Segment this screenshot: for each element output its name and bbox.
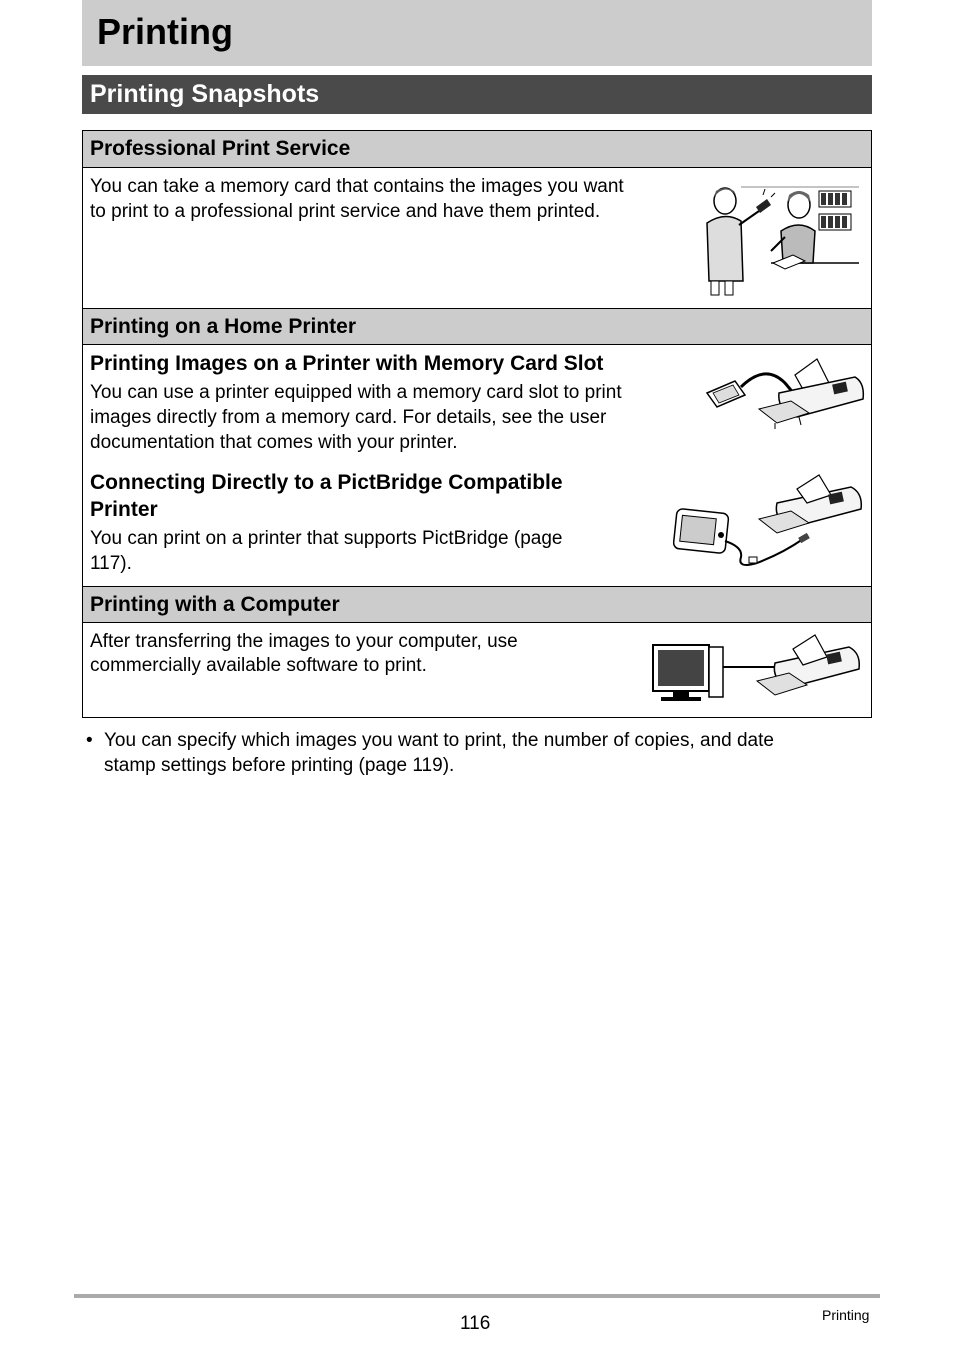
home-printer-heading: Printing on a Home Printer bbox=[90, 315, 357, 338]
computer-heading: Printing with a Computer bbox=[90, 593, 340, 616]
print-shop-illustration bbox=[701, 181, 861, 297]
card-slot-text-2: images directly from a memory card. For details, see the user bbox=[90, 407, 607, 428]
pictbridge-subheading-line1: Connecting Directly to a PictBridge Compatible bbox=[90, 471, 563, 494]
pro-service-header bbox=[83, 131, 871, 168]
pictbridge-illustration bbox=[673, 473, 865, 575]
note-text-1: You can specify which images you want to print, the number of copies, and date bbox=[104, 730, 774, 751]
chapter-title: Printing bbox=[97, 11, 233, 52]
home-printer-header bbox=[83, 308, 871, 345]
computer-printer-illustration bbox=[651, 633, 865, 713]
pictbridge-text-2: 117). bbox=[90, 553, 132, 574]
card-slot-subheading: Printing Images on a Printer with Memory Card Slot bbox=[90, 352, 604, 375]
pro-service-text-1: You can take a memory card that contains the images you want bbox=[90, 176, 624, 197]
pictbridge-subheading-line2: Printer bbox=[90, 498, 158, 521]
section-title-bar bbox=[82, 75, 872, 114]
computer-text-1: After transferring the images to your computer, use bbox=[90, 631, 518, 652]
card-slot-text-3: documentation that comes with your printer. bbox=[90, 432, 458, 453]
running-footer-title: Printing bbox=[822, 1307, 870, 1323]
printing-methods-table bbox=[82, 130, 872, 718]
card-slot-printer-illustration bbox=[705, 353, 867, 431]
bullet-mark: • bbox=[86, 730, 93, 751]
note-text-2: stamp settings before printing (page 119). bbox=[104, 755, 455, 776]
chapter-title-bar bbox=[82, 0, 872, 66]
computer-text-2: commercially available software to print. bbox=[90, 655, 427, 676]
section-title: Printing Snapshots bbox=[90, 80, 320, 108]
pictbridge-text-1: You can print on a printer that supports PictBridge (page bbox=[90, 528, 563, 549]
footer-rule bbox=[74, 1294, 880, 1298]
page-number: 116 bbox=[460, 1313, 491, 1334]
pro-service-heading: Professional Print Service bbox=[90, 137, 351, 160]
computer-header bbox=[83, 586, 871, 623]
card-slot-text-1: You can use a printer equipped with a memory card slot to print bbox=[90, 382, 622, 403]
pro-service-text-2: to print to a professional print service and have them printed. bbox=[90, 201, 601, 222]
